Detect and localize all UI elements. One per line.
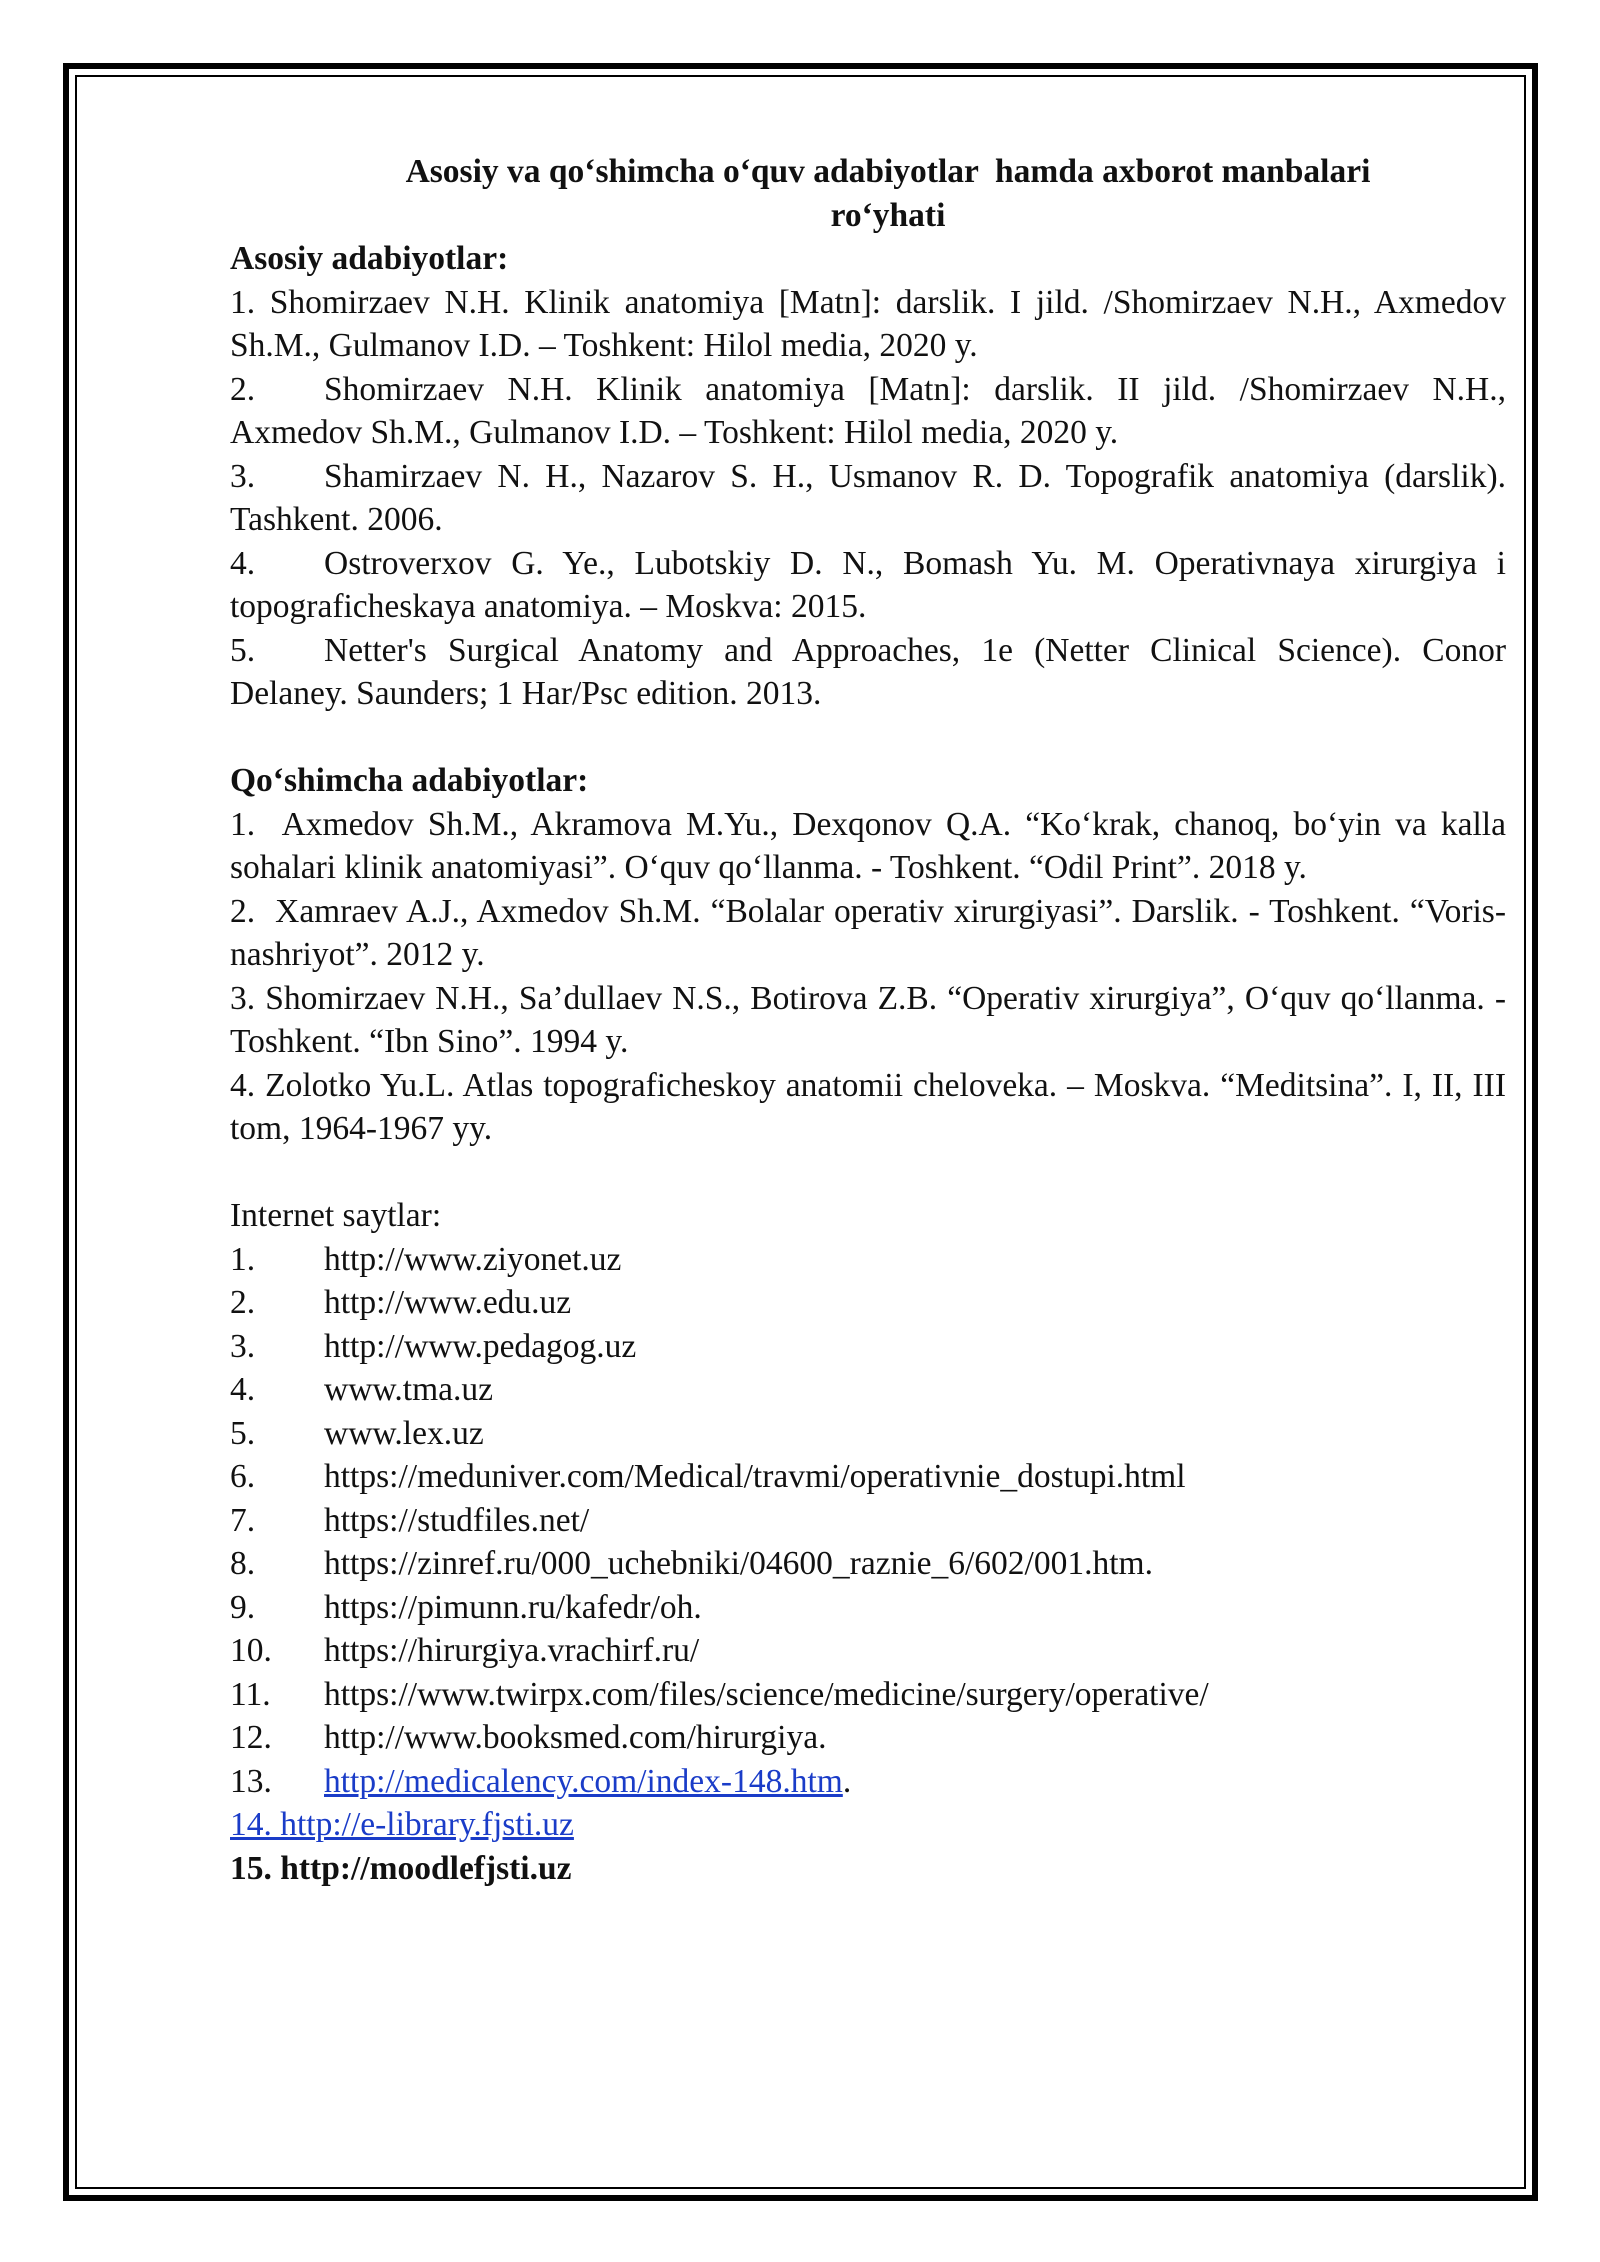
main-lit-item-5 <box>230 629 1506 716</box>
internet-site-number: 7. <box>230 1501 256 1539</box>
internet-site-url: http://www.edu.uz <box>324 1284 572 1321</box>
internet-site-url: https://hirurgiya.vrachirf.ru/ <box>324 1632 700 1669</box>
internet-site-item <box>230 1760 1506 1804</box>
internet-site-url: https://studfiles.net/ <box>324 1501 590 1539</box>
extra-literature-heading: Qo‘shimcha adabiyotlar: <box>230 762 589 799</box>
internet-sites-heading: Internet saytlar: <box>230 1197 442 1234</box>
internet-site-number: 1. <box>230 1240 256 1278</box>
internet-site-item-15: 15. http://moodlefjsti.uz <box>230 1849 572 1887</box>
internet-site-number: 3. <box>230 1327 256 1365</box>
internet-site-item <box>230 1455 1506 1499</box>
internet-site-number: 8. <box>230 1545 256 1582</box>
internet-site-number: 11. <box>230 1675 271 1713</box>
internet-site-number: 13. <box>230 1762 272 1800</box>
internet-site-number: 6. <box>230 1458 256 1495</box>
extra-lit-item-2: 2. Xamraev A.J., Axmedov Sh.M. “Bolalar operativ xirurgiyasi”. Darslik. - Toshkent. “Voris-nashriyot”. 2012 y. <box>230 892 1506 973</box>
spacer <box>230 716 1506 760</box>
internet-site-item-14[interactable] <box>230 1803 1506 1847</box>
internet-site-url[interactable]: http://medicalency.com/index-148.htm <box>324 1762 843 1800</box>
main-lit-text: Ostroverxov G. Ye., Lubotskiy D. N., Bomash Yu. M. Operativnaya xirurgiya i topograficheskaya anatomiya. – Moskva: 2015. <box>230 544 1506 625</box>
internet-site-url: https://meduniver.com/Medical/travmi/operativnie_dostupi.html <box>324 1458 1186 1495</box>
internet-site-item <box>230 1499 1506 1543</box>
internet-site-item <box>230 1412 1506 1456</box>
internet-site-url: https://www.twirpx.com/files/science/medicine/surgery/operative/ <box>324 1675 1209 1713</box>
extra-lit-item-4: 4. Zolotko Yu.L. Atlas topograficheskoy anatomii cheloveka. – Moskva. “Meditsina”. I, II, III tom, 1964-1967 yy. <box>230 1066 1506 1147</box>
main-lit-text: Netter's Surgical Anatomy and Approaches, 1e (Netter Clinical Science). Conor Delaney. Saunders; 1 Har/Psc edition. 2013. <box>230 631 1506 712</box>
main-lit-number: 4. <box>230 544 256 582</box>
main-lit-number: 5. <box>230 631 256 669</box>
main-lit-text: Shomirzaev N.H. Klinik anatomiya [Matn]: darslik. II jild. /Shomirzaev N.H., Axmedov Sh.M., Gulmanov I.D. – Toshkent: Hilol media, 2020 y. <box>230 370 1506 451</box>
internet-site-item <box>230 1586 1506 1630</box>
extra-lit-item-3: 3. Shomirzaev N.H., Sa’dullaev N.S., Botirova Z.B. “Operativ xirurgiya”, O‘quv qo‘llanma. - Toshkent. “Ibn Sino”. 1994 y. <box>230 979 1506 1060</box>
internet-site-item <box>230 1368 1506 1412</box>
main-lit-item-2 <box>230 368 1506 455</box>
internet-site-url: https://pimunn.ru/kafedr/oh. <box>324 1588 702 1626</box>
internet-site-number: 2. <box>230 1284 256 1321</box>
internet-site-url: http://www.booksmed.com/hirurgiya. <box>324 1719 827 1756</box>
document-body <box>230 150 1515 1890</box>
internet-site-number: 12. <box>230 1719 272 1756</box>
internet-site-url: www.lex.uz <box>324 1414 484 1452</box>
internet-site-item <box>230 1716 1506 1760</box>
internet-site-number: 5. <box>230 1414 256 1452</box>
title-line-2: ro‘yhati <box>830 196 946 234</box>
internet-site-item <box>230 1673 1506 1717</box>
internet-site-item <box>230 1238 1506 1282</box>
internet-site-link[interactable]: 14. http://e-library.fjsti.uz <box>230 1806 574 1843</box>
main-lit-item-4 <box>230 542 1506 629</box>
internet-site-url: www.tma.uz <box>324 1371 494 1408</box>
internet-site-item <box>230 1629 1506 1673</box>
internet-site-item <box>230 1281 1506 1325</box>
internet-site-number: 9. <box>230 1588 256 1626</box>
internet-sites-list <box>230 1238 1506 1804</box>
title-line-1: Asosiy va qo‘shimcha o‘quv adabiyotlar hamda axborot manbalari <box>405 153 1371 190</box>
spacer <box>230 1151 1506 1195</box>
main-literature-heading: Asosiy adabiyotlar: <box>230 240 509 277</box>
document-title <box>230 150 1506 237</box>
internet-site-item <box>230 1325 1506 1369</box>
internet-site-number: 4. <box>230 1371 256 1408</box>
internet-site-url: http://www.ziyonet.uz <box>324 1240 622 1278</box>
internet-site-item <box>230 1542 1506 1586</box>
extra-lit-item-1: 1. Axmedov Sh.M., Akramova M.Yu., Dexqonov Q.A. “Ko‘krak, chanoq, bo‘yin va kalla sohalari klinik anatomiyasi”. O‘quv qo‘llanma. - Toshkent. “Odil Print”. 2018 y. <box>230 805 1515 886</box>
main-lit-item-1: 1. Shomirzaev N.H. Klinik anatomiya [Matn]: darslik. I jild. /Shomirzaev N.H., Axmedov Sh.M., Gulmanov I.D. – Toshkent: Hilol media, 2020 y. <box>230 283 1506 364</box>
main-lit-text: Shamirzaev N. H., Nazarov S. H., Usmanov R. D. Topografik anatomiya (darslik). Tashkent. 2006. <box>230 457 1506 538</box>
main-lit-item-3 <box>230 455 1506 542</box>
internet-site-number: 10. <box>230 1632 272 1669</box>
main-lit-number: 2. <box>230 370 256 408</box>
internet-site-suffix: . <box>842 1762 852 1800</box>
internet-site-url: https://zinref.ru/000_uchebniki/04600_raznie_6/602/001.htm. <box>324 1545 1153 1582</box>
main-lit-number: 3. <box>230 457 256 495</box>
internet-site-url: http://www.pedagog.uz <box>324 1327 637 1365</box>
